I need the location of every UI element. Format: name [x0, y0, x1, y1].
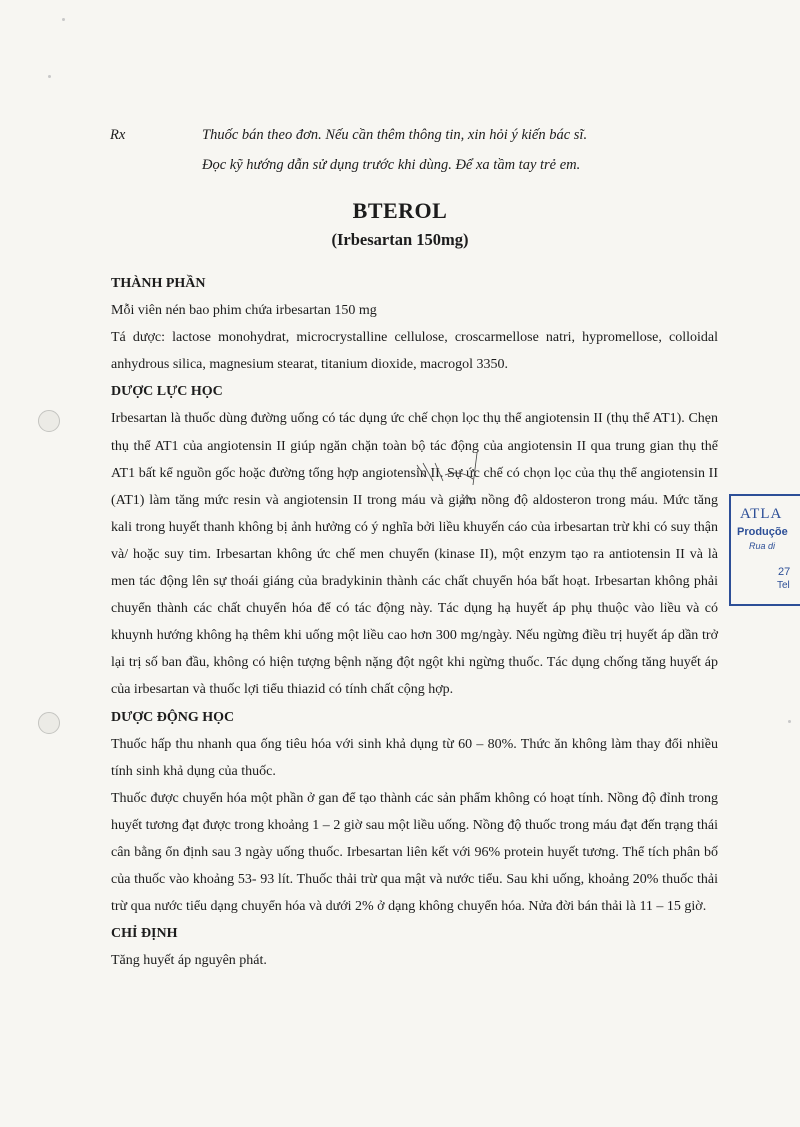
stamp-line-5: Tel: [777, 580, 790, 591]
stamp-line-3: Rua di: [749, 541, 776, 551]
warning-line-1: Thuốc bán theo đơn. Nếu cần thêm thông tin, xin hỏi ý kiến bác sĩ.: [202, 127, 588, 143]
composition-heading: THÀNH PHẦN: [111, 276, 206, 291]
rx-symbol: Rx: [110, 127, 126, 143]
prescription-warning: [202, 120, 722, 180]
pharmacokinetics-text-2: Thuốc được chuyển hóa một phần ở gan để tạo thành các sản phẩm không có hoạt tính. Nồng độ đỉnh trong huyết tương đạt được trong khoảng 1 – 2 giờ sau một liều uống. Nồng độ thuốc trong máu đạt đến trạng thái cân bằng ổn định sau 3 ngày uống thuốc. Irbesartan liên kết với 96% protein huyết tương. Thể tích phân bố của thuốc vào khoảng 53- 93 lít. Thuốc thải trừ qua mật và nước tiểu. Sau khi uống, khoảng 20% thuốc thải trừ qua nước tiểu dạng chuyển hóa và dưới 2% ở dạng không chuyển hóa. Nửa đời bán thải là 11 – 15 giờ.: [111, 790, 718, 915]
stamp-line-4: 27: [778, 566, 791, 578]
product-strength: (Irbesartan 150mg): [331, 230, 469, 249]
stamp-line-1: ATLA: [740, 506, 783, 522]
composition-text-1: Mỗi viên nén bao phim chứa irbesartan 150 mg: [111, 303, 377, 319]
document-body: [111, 270, 718, 974]
signature-mark-icon: [415, 445, 505, 515]
composition-text-2: Tá dược: lactose monohydrat, microcrystalline cellulose, croscarmellose natri, hypromellose, colloidal anhydrous silica, magnesium stearat, titanium dioxide, macrogol 3350.: [111, 330, 718, 373]
indications-text: Tăng huyết áp nguyên phát.: [111, 953, 267, 969]
pharmacodynamics-heading: DƯỢC LỰC HỌC: [111, 384, 223, 400]
product-name: BTEROL: [352, 198, 448, 223]
indications-heading: CHỈ ĐỊNH: [111, 926, 178, 942]
speck: [48, 75, 51, 78]
stamp-line-2: Produçõe: [737, 526, 788, 538]
punch-hole-icon: [38, 712, 60, 734]
pharmacokinetics-text-1: Thuốc hấp thu nhanh qua ống tiêu hóa với sinh khả dụng từ 60 – 80%. Thức ăn không làm thay đổi nhiều tính sinh khả dụng của thuốc.: [111, 736, 718, 779]
speck: [62, 18, 65, 21]
pharmacokinetics-heading: DƯỢC ĐỘNG HỌC: [111, 709, 235, 725]
warning-line-2: Đọc kỹ hướng dẫn sử dụng trước khi dùng. Để xa tầm tay trẻ em.: [202, 157, 581, 173]
speck: [788, 720, 791, 723]
pharmacodynamics-text: Irbesartan là thuốc dùng đường uống có tác dụng ức chế chọn lọc thụ thể angiotensin II (thụ thể AT1). Chẹn thụ thể AT1 của angiotensin II giúp ngăn chặn toàn bộ tác động của angiotensin II qua trung gian thụ thể AT1 bất kể nguồn gốc hoặc đường tổng hợp angiotensin II. Sự ức chế có chọn lọc của thụ thể angiotensin II (AT1) làm tăng mức resin và angiotensin II trong máu và giảm nồng độ aldosteron trong máu. Mức tăng kali trong huyết thanh không bị ảnh hưởng có ý nghĩa bởi liều khuyến cáo của irbesartan trừ khi có suy thận và/ hoặc suy tim. Irbesartan không ức chế men chuyển (kinase II), một enzym tạo ra antiotensin II và là men tác động lên sự thoái giáng của bradykinin thành các chất chuyển hóa bất hoạt. Irbesartan không phải chuyển thành các chất chuyển hóa để có tác động này. Tác dụng hạ huyết áp phụ thuộc vào liều và có khuynh hướng không hạ thêm khi uống một liều cao hơn 300 mg/ngày. Nếu ngừng điều trị huyết áp dần trở lại trị số ban đầu, không có hiện tượng bệnh nặng đột ngột khi ngừng thuốc. Tác dụng chống tăng huyết áp của irbesartan và thuốc lợi tiểu thiazid có tính chất cộng hợp.: [111, 411, 718, 698]
punch-hole-icon: [38, 410, 60, 432]
company-stamp: [729, 494, 800, 606]
